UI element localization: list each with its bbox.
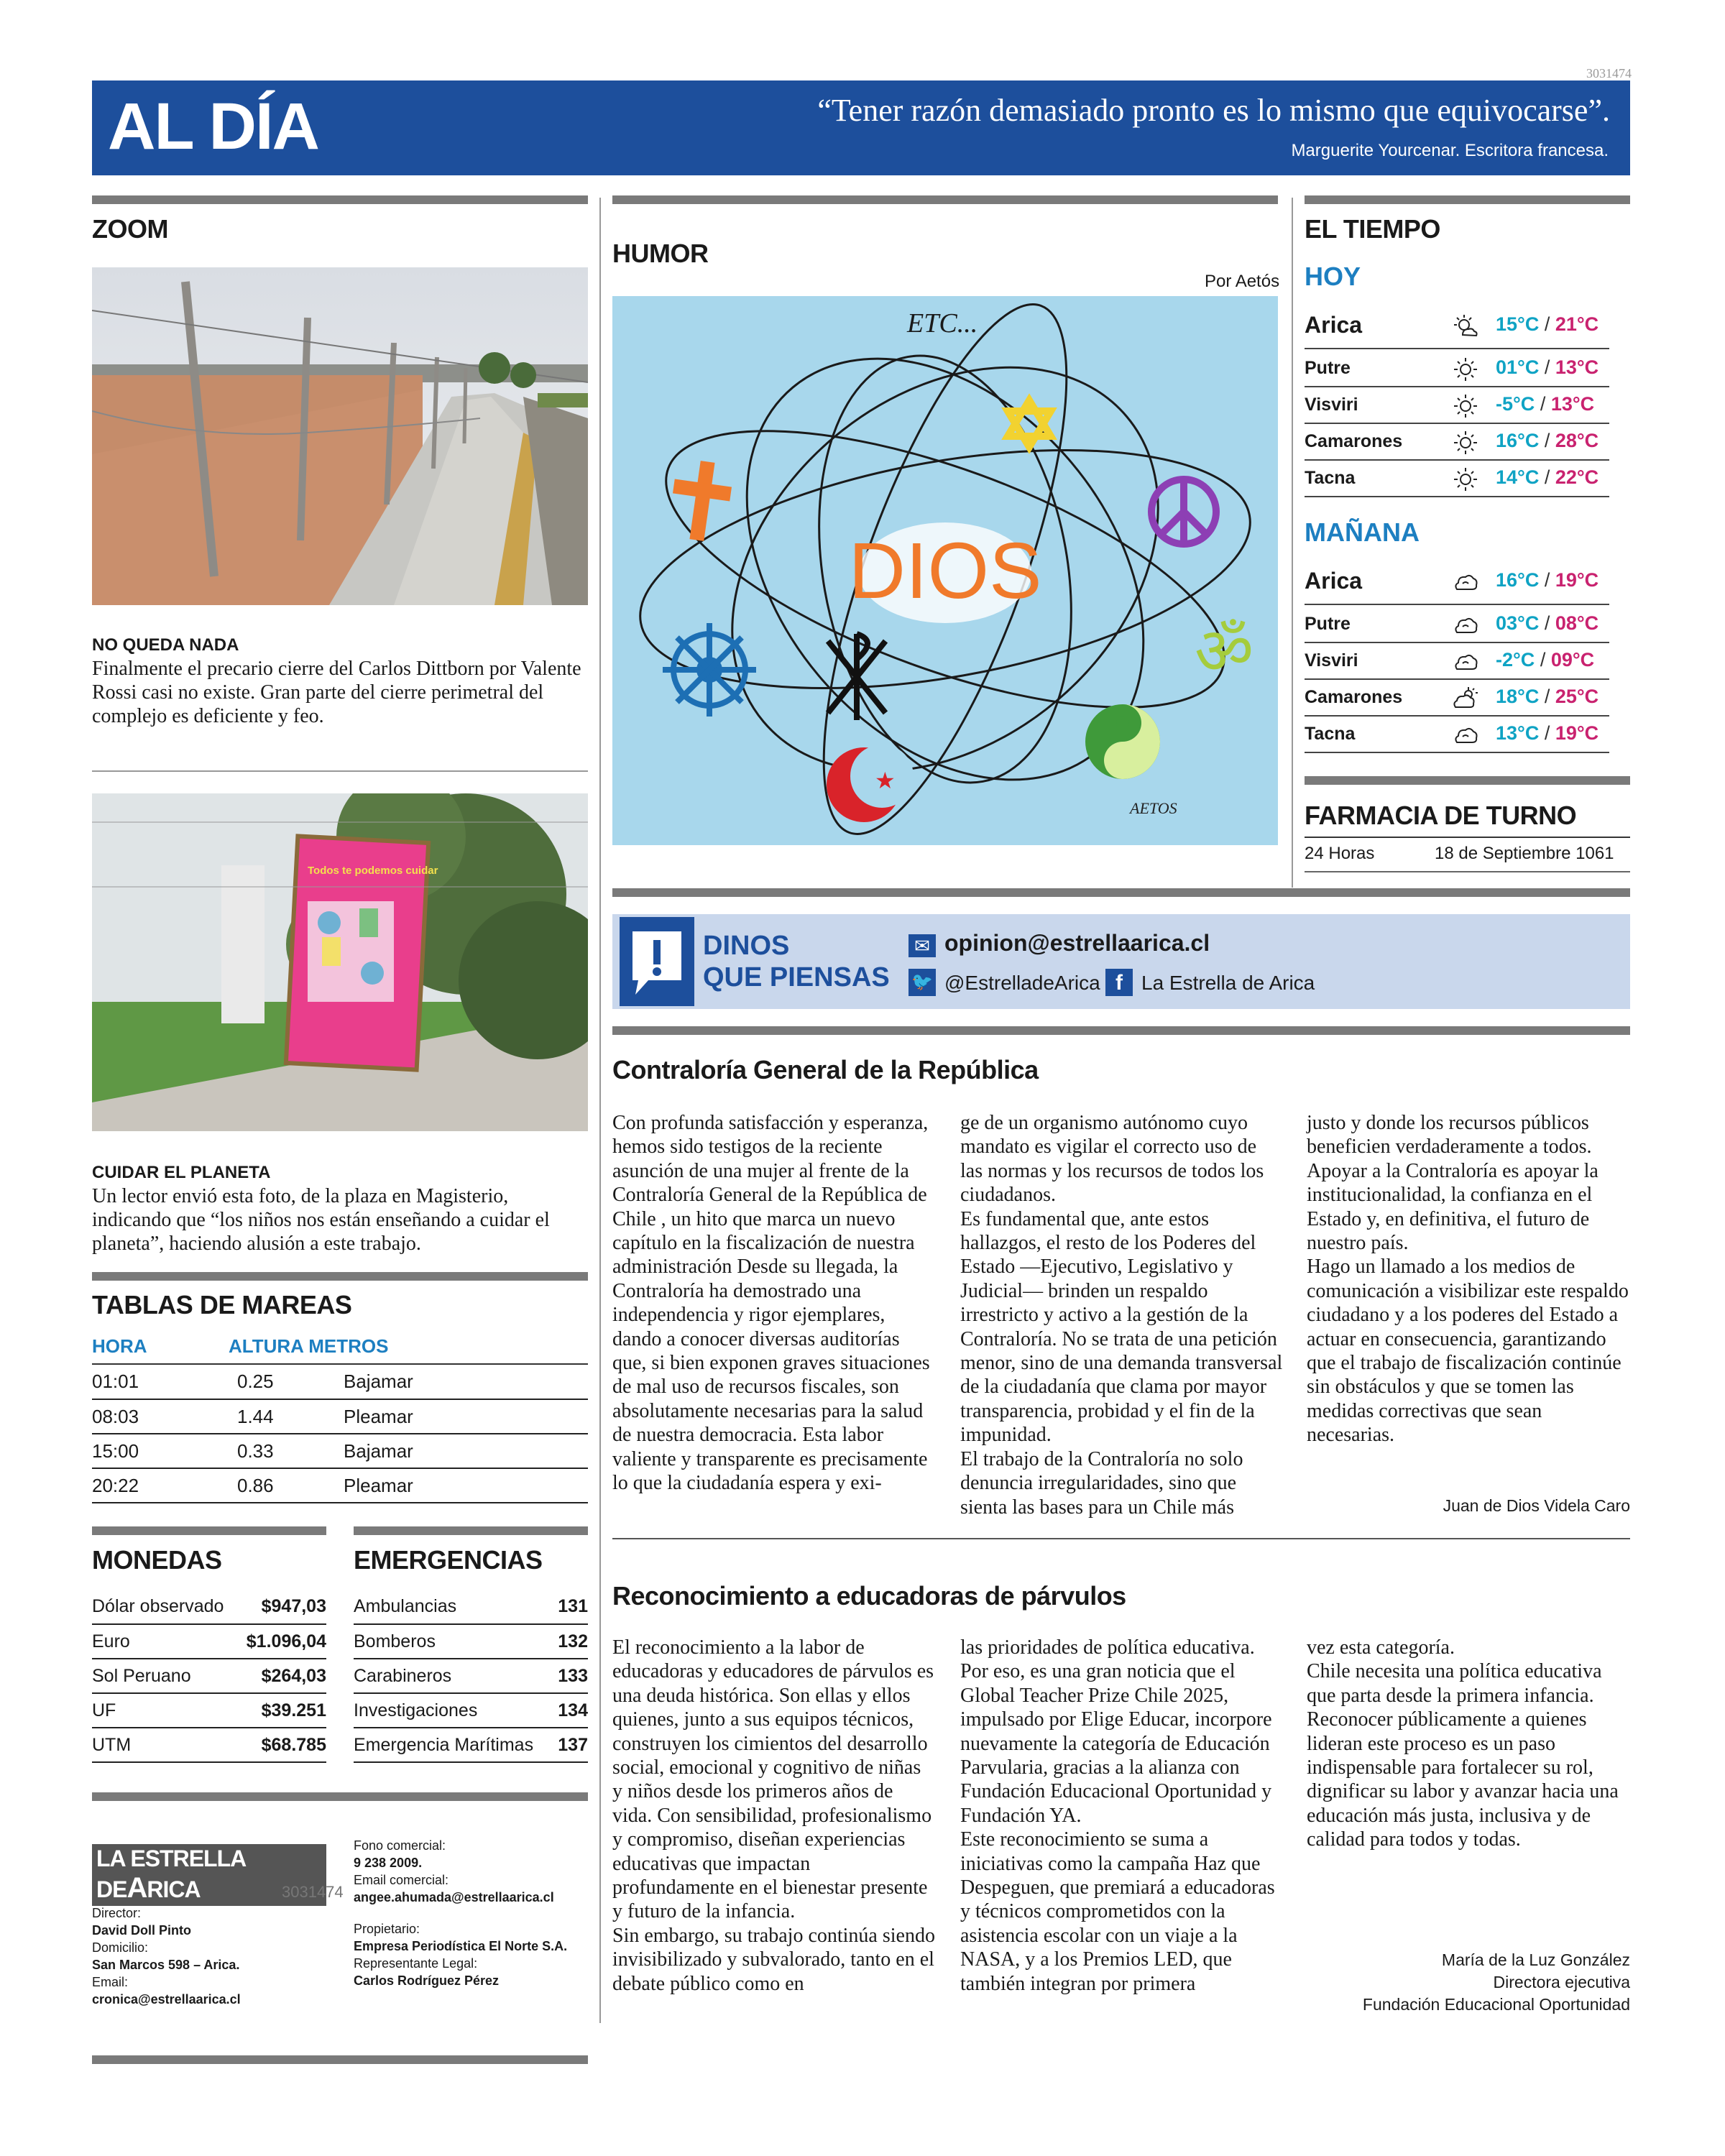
cloud-icon [1453, 722, 1478, 748]
yin-yang-icon [1085, 704, 1160, 779]
temp-separator: / [1539, 356, 1555, 378]
tide-type: Bajamar [344, 1365, 588, 1399]
address: San Marcos 598 – Arica. [92, 1958, 240, 1972]
weather-temps [1496, 393, 1594, 415]
weather-today-label: HOY [1305, 262, 1361, 291]
tide-row [92, 1468, 588, 1503]
weather-row [1305, 643, 1609, 680]
section-rule [92, 1792, 588, 1801]
temp-max: 13°C [1550, 393, 1595, 415]
letter2-signature-name: María de la Luz González [1441, 1950, 1630, 1969]
temp-max: 19°C [1555, 569, 1599, 591]
temp-min: 16°C [1496, 569, 1540, 591]
temp-separator: / [1535, 393, 1551, 415]
temp-max: 28°C [1555, 430, 1599, 451]
cartoon-word: DIOS [848, 527, 1042, 615]
emergency-number[interactable]: 133 [554, 1659, 588, 1693]
letter2-signature-role: Directora ejecutiva [1493, 1973, 1630, 1991]
weather-today-list [1305, 308, 1609, 502]
section-rule [612, 195, 1278, 204]
tides-table [92, 1365, 588, 1503]
tide-type: Pleamar [344, 1468, 588, 1503]
weather-temps [1496, 430, 1598, 452]
temp-max: 21°C [1555, 313, 1599, 335]
weather-row [1305, 308, 1609, 349]
weather-temps [1496, 466, 1598, 489]
emergency-name: Emergencia Marítimas [354, 1728, 554, 1762]
temp-min: 03°C [1496, 612, 1540, 634]
svg-text:ॐ: ॐ [1195, 614, 1254, 689]
logo-left: LA ESTRELLA DE [96, 1846, 246, 1902]
letter2-col1: El reconocimiento a la labor de educadoras y educadores de párvulos es una deuda histórica. Son ellas y ellos quienes, junto a sus equipos técnicos, construyen los cimientos del desarrollo social, emocional y cognitivo de niñas y niños desde los primeros años de vida. Con sensibilidad, profesionalismo y compromiso, diseñan experiencias educativas que impactan profundamente en el bienestar presente y futuro de la infancia. Sin embargo, su trabajo continúa siendo invisibilizado y subvalorado, tanto en el debate público como en [612, 1636, 935, 1995]
temp-max: 22°C [1555, 466, 1599, 488]
tides-title: TABLAS DE MAREAS [92, 1290, 352, 1319]
temp-max: 13°C [1555, 356, 1599, 378]
emergencies-title: EMERGENCIAS [354, 1545, 543, 1575]
contact-facebook[interactable]: La Estrella de Arica [1141, 972, 1315, 994]
temp-max: 19°C [1555, 722, 1599, 744]
sign-text: Todos te podemos cuidar [308, 865, 438, 877]
facebook-icon: f [1105, 969, 1133, 996]
column-divider [599, 198, 601, 2023]
divider [1305, 871, 1630, 872]
temp-separator: / [1539, 722, 1555, 744]
tides-col-height: ALTURA METROS [229, 1335, 389, 1357]
pharmacy-hours: 24 Horas [1305, 844, 1375, 863]
emergency-name: Ambulancias [354, 1590, 554, 1624]
temp-min: 16°C [1496, 430, 1540, 451]
divider [1305, 837, 1630, 838]
weather-city: Camarones [1305, 431, 1403, 451]
address-label: Domicilio: [92, 1940, 149, 1955]
commercial-email-label: Email comercial: [354, 1873, 449, 1887]
logo-right: RICA [147, 1876, 201, 1902]
currency-row [92, 1590, 326, 1624]
temp-min: 15°C [1496, 313, 1540, 335]
temp-max: 25°C [1555, 686, 1599, 707]
emergency-number[interactable]: 134 [554, 1693, 588, 1728]
tide-hour: 01:01 [92, 1365, 229, 1399]
weather-row [1305, 717, 1609, 753]
currency-value: $1.096,04 [238, 1624, 326, 1659]
section-rule [1305, 776, 1630, 785]
weather-row [1305, 563, 1609, 605]
column-divider [1292, 198, 1293, 888]
letter2-title: Reconocimiento a educadoras de párvulos [612, 1581, 1126, 1611]
weather-row [1305, 680, 1609, 717]
legal-label: Representante Legal: [354, 1956, 478, 1971]
photo2-caption-text: Un lector envió esta foto, de la plaza en Magisterio, indicando que “los niños nos están enseñando a cuidar el planeta”, haciendo alusión a este trabajo. [92, 1185, 550, 1255]
emergency-number[interactable]: 132 [554, 1624, 588, 1659]
letter1-col1: Con profunda satisfacción y esperanza, hemos sido testigos de la reciente asunción de una mujer al frente de la Contraloría General de la República de Chile , un hito que marca un nuevo capítulo en la fiscalización de nuestra administración Desde su llegada, la Contraloría ha demostrado una independencia y rigor ejemplares, dando a conocer diversas auditorías que, si bien exponen graves situaciones de mal uso de recursos fiscales, son absolutamente necesarias para la salud de nuestra democracia. Esta labor valiente y transparente es precisamente lo que la ciudadanía espera y exi- [612, 1112, 930, 1495]
section-title: AL DÍA [108, 90, 318, 163]
temp-max: 08°C [1555, 612, 1599, 634]
svg-text:★: ★ [875, 767, 896, 794]
weather-temps [1496, 722, 1598, 745]
emergency-number[interactable]: 137 [554, 1728, 588, 1762]
contact-band [612, 914, 1630, 1009]
tide-row [92, 1434, 588, 1468]
humor-credit: Por Aetós [1205, 272, 1280, 291]
currency-row [92, 1659, 326, 1693]
currency-value: $264,03 [238, 1659, 326, 1693]
weather-city: Visviri [1305, 395, 1358, 415]
tide-type: Pleamar [344, 1399, 588, 1434]
emergency-row [354, 1590, 588, 1624]
weather-row [1305, 351, 1609, 387]
weather-city: Camarones [1305, 687, 1403, 707]
currency-value: $947,03 [238, 1590, 326, 1624]
newspaper-logo: LA ESTRELLA DEARICA [92, 1844, 326, 1876]
divider [612, 1538, 1630, 1539]
section-rule [612, 1026, 1630, 1035]
tide-type: Bajamar [344, 1434, 588, 1468]
temp-min: -2°C [1496, 649, 1535, 671]
masthead-right [354, 1837, 567, 1989]
contact-twitter[interactable]: @EstrelladeArica [944, 972, 1100, 994]
sun-icon [1453, 393, 1478, 419]
temp-separator: / [1539, 686, 1555, 707]
currency-name: Dólar observado [92, 1590, 238, 1624]
section-header [92, 80, 1630, 175]
contact-line1: DINOS [703, 931, 790, 961]
currency-row [92, 1728, 326, 1762]
currency-row [92, 1693, 326, 1728]
section-rule [612, 888, 1630, 897]
letter2-signature [1307, 1949, 1630, 2016]
weather-city: Arica [1305, 312, 1363, 338]
currencies-title: MONEDAS [92, 1545, 222, 1575]
letter2-col3: vez esta categoría. Chile necesita una política educativa que parta desde la primera infancia. Reconocer públicamente a quienes lideran este proceso es un paso indispensable para fortalecer su rol, dignificar su labor y avanzar hacia una educación más justa, inclusiva y de calidad para todos y todas. [1307, 1636, 1619, 1851]
section-rule [92, 1272, 588, 1281]
weather-row [1305, 424, 1609, 461]
contact-heading [703, 930, 890, 993]
letter2-signature-org: Fundación Educacional Oportunidad [1362, 1995, 1630, 2014]
temp-min: 14°C [1496, 466, 1540, 488]
director-label: Director: [92, 1906, 142, 1920]
commercial-email[interactable]: angee.ahumada@estrellaarica.cl [354, 1890, 554, 1904]
tide-height: 0.25 [229, 1365, 344, 1399]
currency-row [92, 1624, 326, 1659]
emergency-row [354, 1728, 588, 1762]
photo1-caption-title: NO QUEDA NADA [92, 635, 239, 655]
currencies-table [92, 1590, 326, 1763]
cloud-icon [1453, 569, 1478, 595]
weather-city: Putre [1305, 614, 1351, 634]
tide-hour: 08:03 [92, 1399, 229, 1434]
legal-representative: Carlos Rodríguez Pérez [354, 1973, 500, 1988]
temp-min: -5°C [1496, 393, 1535, 415]
weather-temps [1496, 649, 1594, 671]
emergencies-table [354, 1590, 588, 1763]
weather-temps [1496, 569, 1598, 591]
weather-city: Visviri [1305, 650, 1358, 671]
twitter-icon: 🐦 [908, 969, 936, 996]
temp-separator: / [1539, 313, 1555, 335]
weather-title: EL TIEMPO [1305, 214, 1440, 244]
phone: 9 238 2009. [354, 1856, 423, 1870]
temp-separator: / [1539, 569, 1555, 591]
letter1-col2: ge de un organismo autónomo cuyo mandato es vigilar el correcto uso de las normas y los recursos de todos los ciudadanos. Es fundamental que, ante estos hallazgos, el resto de los Poderes del Estado —Ejecutivo, Legislativo y Judicial— brinden un respaldo irrestricto y activo a la gestión de la Contraloría. No se trata de una petición menor, sino de una demanda transversal de la ciudadanía que clama por mayor transparencia, probidad y el fin de la impunidad. El trabajo de la Contraloría no solo denuncia irregularidades, sino que sienta las bases para un Chile más [960, 1112, 1283, 1519]
section-rule [1305, 195, 1630, 204]
cartoon-etc: ETC... [907, 308, 978, 338]
contact-email[interactable]: opinion@estrellaarica.cl [944, 930, 1210, 956]
weather-city: Arica [1305, 568, 1363, 594]
emergency-name: Investigaciones [354, 1693, 554, 1728]
partly-sunny-icon [1453, 313, 1478, 339]
emergency-row [354, 1659, 588, 1693]
emergency-row [354, 1624, 588, 1659]
temp-separator: / [1535, 649, 1551, 671]
cloud-icon [1453, 612, 1478, 638]
weather-temps [1496, 686, 1598, 708]
temp-separator: / [1539, 612, 1555, 634]
section-rule [354, 1526, 588, 1535]
humor-title: HUMOR [612, 239, 709, 268]
section-rule [92, 195, 588, 204]
tide-row [92, 1365, 588, 1399]
page-id-top: 3031474 [1586, 66, 1632, 80]
currency-name: UTM [92, 1728, 238, 1762]
temp-min: 18°C [1496, 686, 1540, 707]
letter1-col3: justo y donde los recursos públicos beneficien verdaderamente a todos. Apoyar a la Contraloría es apoyar la institucionalidad, la confianza en el Estado y, en definitiva, el futuro de nuestro país. Hago un llamado a los medios de comunicación a visibilizar este respaldo ciudadano y a los poderes del Estado a actuar en consecuencia, garantizando que el trabajo de fiscalización continúe sin obstáculos y que se tomen las medidas correctivas que sean necesarias. [1307, 1112, 1629, 1447]
letter1-signature: Juan de Dios Videla Caro [1443, 1496, 1630, 1515]
section-rule [92, 2055, 588, 2064]
weather-row [1305, 607, 1609, 643]
planet-sign-photo [92, 793, 588, 1131]
weather-city: Putre [1305, 358, 1351, 378]
temp-separator: / [1539, 466, 1555, 488]
tide-height: 0.86 [229, 1468, 344, 1503]
fence-photo [92, 267, 588, 605]
divider [92, 770, 588, 772]
weather-city: Tacna [1305, 724, 1356, 744]
weather-row [1305, 461, 1609, 497]
photo2-caption-title: CUIDAR EL PLANETA [92, 1163, 271, 1182]
weather-temps [1496, 356, 1598, 379]
masthead-page-id: 3031474 [282, 1883, 344, 1901]
currency-name: UF [92, 1693, 238, 1728]
planet-sign [286, 836, 438, 1069]
currency-value: $39.251 [238, 1693, 326, 1728]
cloud-icon [1453, 649, 1478, 675]
zoom-title: ZOOM [92, 214, 168, 244]
weather-temps [1496, 612, 1598, 635]
cartoon [612, 296, 1278, 845]
weather-temps [1496, 313, 1598, 336]
cartoon-signature: AETOS [1130, 799, 1177, 817]
owner-label: Propietario: [354, 1922, 420, 1936]
emergency-row [354, 1693, 588, 1728]
cloud-sun-icon [1453, 686, 1478, 711]
pharmacy-title: FARMACIA DE TURNO [1305, 801, 1577, 830]
temp-min: 01°C [1496, 356, 1540, 378]
currency-value: $68.785 [238, 1728, 326, 1762]
currency-name: Euro [92, 1624, 238, 1659]
email-icon: ✉ [908, 934, 936, 957]
newsroom-email[interactable]: cronica@estrellaarica.cl [92, 1992, 241, 2007]
pharmacy-address: 18 de Septiembre 1061 [1435, 844, 1614, 863]
temp-min: 13°C [1496, 722, 1540, 744]
section-rule [92, 1526, 326, 1535]
sun-icon [1453, 356, 1478, 382]
weather-row [1305, 387, 1609, 424]
sun-icon [1453, 466, 1478, 492]
weather-tomorrow-label: MAÑANA [1305, 517, 1420, 547]
photo1-caption-text: Finalmente el precario cierre del Carlos Dittborn por Valente Rossi casi no existe. Gran parte del cierre perimetral del complejo es deficiente y feo. [92, 658, 581, 727]
sun-icon [1453, 430, 1478, 456]
tide-height: 0.33 [229, 1434, 344, 1468]
phone-label: Fono comercial: [354, 1838, 446, 1853]
om-icon [1195, 614, 1254, 689]
email-label: Email: [92, 1975, 129, 1989]
emergency-number[interactable]: 131 [554, 1590, 588, 1624]
tides-col-hour: HORA [92, 1335, 147, 1357]
weather-city: Tacna [1305, 468, 1356, 488]
contact-line2: QUE PIENSAS [703, 962, 890, 992]
currency-name: Sol Peruano [92, 1659, 238, 1693]
tide-hour: 15:00 [92, 1434, 229, 1468]
letter2-col2: las prioridades de política educativa. Por eso, es una gran noticia que el Global Teacher Prize Chile 2025, impulsado por Elige Educar, incorpore nuevamente la categoría de Educación Parvularia, gracias a la alianza con Fundación Educacional Oportunidad y Fundación YA. Este reconocimiento se suma a iniciativas como la campaña Haz que Despeguen, que premiará a educadoras y técnicos comprometidos con la asistencia escolar con un viaje a la NASA, y a los Premios LED, que también integran por primera [960, 1636, 1275, 1995]
header-quote: “Tener razón demasiado pronto es lo mismo que equivocarse”. [817, 93, 1610, 128]
temp-separator: / [1539, 430, 1555, 451]
weather-tomorrow-list [1305, 563, 1609, 757]
emergency-name: Carabineros [354, 1659, 554, 1693]
director-name: David Doll Pinto [92, 1923, 192, 1938]
tide-height: 1.44 [229, 1399, 344, 1434]
letter1-title: Contraloría General de la República [612, 1055, 1039, 1084]
exclamation-icon [620, 917, 694, 1006]
header-quote-author: Marguerite Yourcenar. Escritora francesa. [1291, 141, 1609, 160]
temp-max: 09°C [1550, 649, 1595, 671]
owner: Empresa Periodística El Norte S.A. [354, 1939, 568, 1953]
masthead-left [92, 1904, 241, 2008]
emergency-name: Bomberos [354, 1624, 554, 1659]
tide-hour: 20:22 [92, 1468, 229, 1503]
tide-row [92, 1399, 588, 1434]
